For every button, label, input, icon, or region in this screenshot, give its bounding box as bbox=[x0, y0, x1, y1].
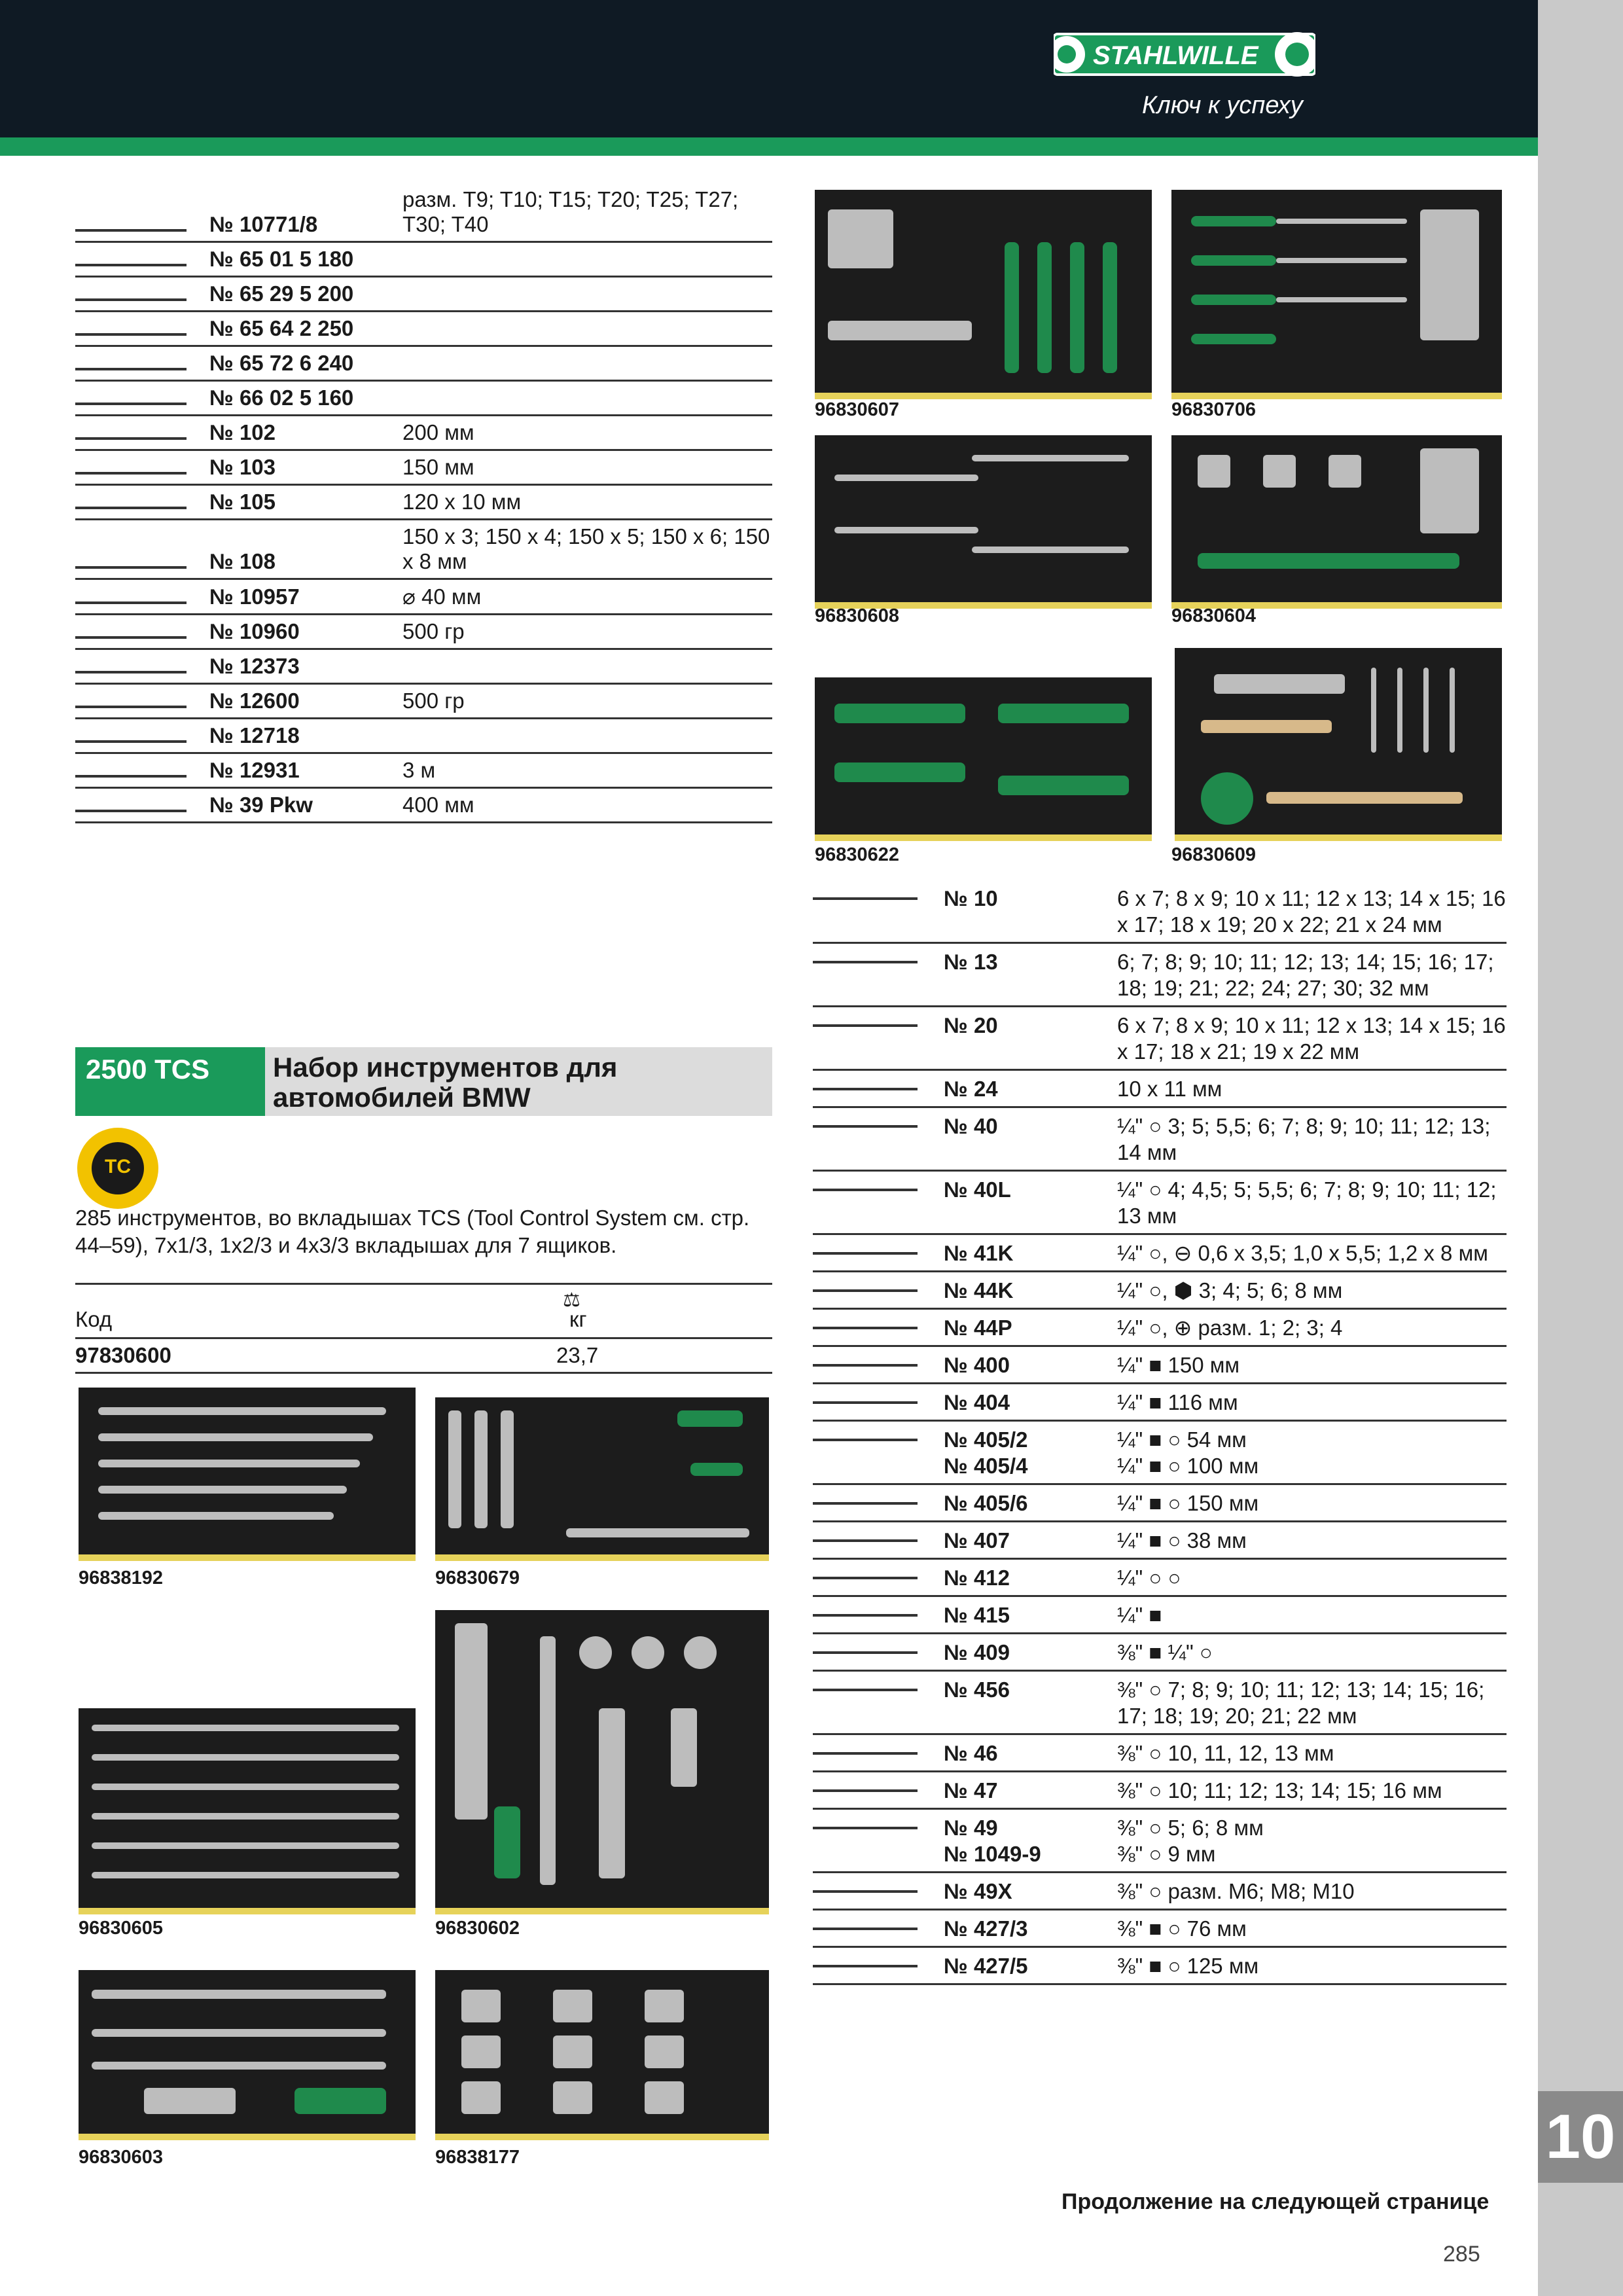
photo-code: 96830622 bbox=[815, 844, 900, 865]
item-spec: ¼" ■ bbox=[1117, 1596, 1507, 1634]
tool-icon-cell bbox=[813, 880, 944, 943]
tool-icon bbox=[813, 1752, 918, 1755]
tool-icon bbox=[813, 1827, 918, 1829]
tool-icon bbox=[75, 601, 187, 604]
tool-tray-photo bbox=[435, 1610, 769, 1914]
tool-icon-cell bbox=[813, 1634, 944, 1671]
article-weight: 23,7 bbox=[556, 1343, 599, 1367]
photo-code: 96830679 bbox=[435, 1568, 520, 1588]
tool-icon-cell bbox=[75, 753, 209, 788]
slogan: Ключ к успеху bbox=[1142, 92, 1303, 119]
tool-icon bbox=[75, 671, 187, 673]
item-number: № 44P bbox=[944, 1309, 1117, 1346]
item-row bbox=[75, 416, 772, 450]
item-number: № 105 bbox=[209, 485, 402, 520]
item-number: № 49 № 1049-9 bbox=[944, 1809, 1117, 1873]
tc-system-badge bbox=[75, 1126, 160, 1211]
brand-name: STAHLWILLE bbox=[1093, 41, 1258, 70]
tool-icon bbox=[813, 1890, 918, 1893]
item-row bbox=[75, 346, 772, 381]
tool-icon-cell bbox=[75, 788, 209, 823]
item-number: № 12718 bbox=[209, 719, 402, 753]
item-row bbox=[813, 1671, 1507, 1734]
tool-tray-photo bbox=[815, 435, 1152, 609]
tool-icon-cell bbox=[75, 346, 209, 381]
item-number: № 404 bbox=[944, 1384, 1117, 1421]
tool-icon bbox=[75, 229, 187, 232]
item-number: № 65 72 6 240 bbox=[209, 346, 402, 381]
item-spec: 6 x 7; 8 x 9; 10 x 11; 12 x 13; 14 x 15; 16 x 17; 18 x 21; 19 x 22 мм bbox=[1117, 1007, 1507, 1070]
weight-scale-icon: ⚖ bbox=[563, 1289, 580, 1311]
tool-icon bbox=[813, 897, 918, 900]
tool-icon bbox=[813, 1252, 918, 1255]
item-row bbox=[813, 1809, 1507, 1873]
photo-code: 96830605 bbox=[79, 1918, 164, 1939]
item-number: № 20 bbox=[944, 1007, 1117, 1070]
item-number: № 49X bbox=[944, 1873, 1117, 1910]
tool-icon bbox=[813, 1364, 918, 1367]
item-number: № 400 bbox=[944, 1346, 1117, 1384]
item-spec: 400 мм bbox=[402, 788, 772, 823]
tool-icon-cell bbox=[75, 615, 209, 649]
weight-header: кг bbox=[569, 1307, 587, 1331]
tool-tray-photo bbox=[79, 1970, 416, 2140]
item-number: № 65 64 2 250 bbox=[209, 312, 402, 346]
item-spec: ¼" ■ 116 мм bbox=[1117, 1384, 1507, 1421]
item-number: № 103 bbox=[209, 450, 402, 485]
tool-icon-cell bbox=[75, 183, 209, 242]
item-spec: ⅜" ○ 5; 6; 8 мм ⅜" ○ 9 мм bbox=[1117, 1809, 1507, 1873]
tool-tray-photo bbox=[1171, 190, 1502, 399]
item-spec: ¼" ■ ○ 38 мм bbox=[1117, 1522, 1507, 1559]
item-number: № 13 bbox=[944, 943, 1117, 1007]
item-row bbox=[813, 1070, 1507, 1107]
photo-code: 96830706 bbox=[1171, 399, 1257, 420]
tool-tray-photo bbox=[435, 1397, 769, 1561]
item-spec: 3 м bbox=[402, 753, 772, 788]
tool-icon-cell bbox=[813, 1596, 944, 1634]
item-spec: ⅜" ■ ○ 76 мм bbox=[1117, 1910, 1507, 1947]
item-spec: 6 x 7; 8 x 9; 10 x 11; 12 x 13; 14 x 15; 16 x 17; 18 x 19; 20 x 22; 21 x 24 мм bbox=[1117, 880, 1507, 943]
tool-icon-cell bbox=[813, 1171, 944, 1234]
item-row bbox=[75, 788, 772, 823]
item-number: № 412 bbox=[944, 1559, 1117, 1596]
item-number: № 405/2 № 405/4 bbox=[944, 1421, 1117, 1484]
item-number: № 427/3 bbox=[944, 1910, 1117, 1947]
tool-icon-cell bbox=[813, 1671, 944, 1734]
code-table-header bbox=[75, 1283, 772, 1339]
item-number: № 44K bbox=[944, 1272, 1117, 1309]
item-number: № 39 Pkw bbox=[209, 788, 402, 823]
item-spec: 500 гр bbox=[402, 615, 772, 649]
tool-icon-cell bbox=[813, 1234, 944, 1272]
item-spec bbox=[402, 277, 772, 312]
item-number: № 10957 bbox=[209, 579, 402, 615]
item-row bbox=[813, 1634, 1507, 1671]
tool-icon-cell bbox=[813, 1910, 944, 1947]
item-number: № 456 bbox=[944, 1671, 1117, 1734]
tool-icon-cell bbox=[75, 277, 209, 312]
photo-code: 96830604 bbox=[1171, 605, 1257, 626]
photo-code: 96838192 bbox=[79, 1568, 164, 1588]
item-row bbox=[75, 450, 772, 485]
item-spec: 6; 7; 8; 9; 10; 11; 12; 13; 14; 15; 16; 17; 18; 19; 21; 22; 24; 27; 30; 32 мм bbox=[1117, 943, 1507, 1007]
tool-icon-cell bbox=[813, 1947, 944, 1984]
tool-icon bbox=[75, 566, 187, 569]
item-row bbox=[75, 277, 772, 312]
svg-text:TC: TC bbox=[105, 1156, 131, 1177]
tool-icon bbox=[813, 1577, 918, 1579]
item-number: № 108 bbox=[209, 520, 402, 579]
item-row bbox=[813, 1484, 1507, 1522]
item-spec bbox=[402, 346, 772, 381]
item-number: № 66 02 5 160 bbox=[209, 381, 402, 416]
tool-icon-cell bbox=[75, 719, 209, 753]
tool-tray-photo bbox=[1175, 648, 1502, 841]
tool-icon bbox=[813, 1689, 918, 1691]
tool-icon-cell bbox=[75, 242, 209, 277]
item-spec: ⌀ 40 мм bbox=[402, 579, 772, 615]
item-spec: 200 мм bbox=[402, 416, 772, 450]
tool-icon bbox=[75, 472, 187, 475]
item-spec: ¼" ○ ○ bbox=[1117, 1559, 1507, 1596]
tool-icon-cell bbox=[813, 1522, 944, 1559]
code-header: Код bbox=[75, 1307, 113, 1331]
tool-icon bbox=[813, 1539, 918, 1542]
item-number: № 12931 bbox=[209, 753, 402, 788]
item-row bbox=[75, 381, 772, 416]
item-row bbox=[813, 1734, 1507, 1772]
tool-icon bbox=[75, 775, 187, 778]
tool-icon bbox=[75, 437, 187, 440]
tool-icon bbox=[813, 1125, 918, 1128]
tool-icon-cell bbox=[75, 579, 209, 615]
item-row bbox=[813, 1421, 1507, 1484]
item-spec: 150 x 3; 150 x 4; 150 x 5; 150 x 6; 150 x 8 мм bbox=[402, 520, 772, 579]
tool-icon bbox=[813, 1189, 918, 1191]
tool-icon bbox=[813, 1614, 918, 1617]
item-number: № 65 01 5 180 bbox=[209, 242, 402, 277]
stahlwille-logo bbox=[1054, 26, 1315, 82]
photo-code: 96830602 bbox=[435, 1918, 520, 1939]
item-number: № 46 bbox=[944, 1734, 1117, 1772]
item-number: № 409 bbox=[944, 1634, 1117, 1671]
item-row bbox=[813, 1596, 1507, 1634]
item-row bbox=[813, 1772, 1507, 1809]
item-spec: ¼" ○ 3; 5; 5,5; 6; 7; 8; 9; 10; 11; 12; 13; 14 мм bbox=[1117, 1107, 1507, 1171]
tool-icon bbox=[75, 740, 187, 743]
tool-icon-cell bbox=[75, 416, 209, 450]
tool-icon bbox=[75, 368, 187, 370]
tool-icon bbox=[75, 333, 187, 336]
tool-icon bbox=[813, 961, 918, 963]
tool-icon bbox=[813, 1928, 918, 1930]
item-spec: ¼" ○, ⊖ 0,6 x 3,5; 1,0 x 5,5; 1,2 x 8 мм bbox=[1117, 1234, 1507, 1272]
item-row bbox=[813, 880, 1507, 943]
tool-icon-cell bbox=[813, 1107, 944, 1171]
item-spec bbox=[402, 312, 772, 346]
tool-icon bbox=[75, 636, 187, 639]
section-title: Набор инструментов для автомобилей BMW bbox=[265, 1047, 772, 1116]
header-accent-bar bbox=[0, 137, 1538, 156]
photo-code: 96838177 bbox=[435, 2147, 520, 2168]
item-number: № 10771/8 bbox=[209, 183, 402, 242]
tool-icon-cell bbox=[813, 1772, 944, 1809]
tool-icon-cell bbox=[813, 1070, 944, 1107]
item-row bbox=[813, 943, 1507, 1007]
item-row bbox=[813, 1346, 1507, 1384]
code-row bbox=[75, 1339, 772, 1374]
photo-code: 96830607 bbox=[815, 399, 900, 420]
tool-icon bbox=[813, 1965, 918, 1967]
item-row bbox=[75, 242, 772, 277]
item-row bbox=[813, 1559, 1507, 1596]
tool-icon-cell bbox=[813, 1809, 944, 1873]
item-spec: разм. T9; T10; T15; T20; T25; T27; T30; T40 bbox=[402, 183, 772, 242]
tool-tray-photo bbox=[1171, 435, 1502, 609]
photo-code: 96830603 bbox=[79, 2147, 164, 2168]
item-spec: ⅜" ○ 10; 11; 12; 13; 14; 15; 16 мм bbox=[1117, 1772, 1507, 1809]
tool-icon bbox=[75, 810, 187, 812]
item-spec bbox=[402, 381, 772, 416]
item-number: № 41K bbox=[944, 1234, 1117, 1272]
item-spec: ¼" ■ 150 мм bbox=[1117, 1346, 1507, 1384]
tool-tray-photo bbox=[815, 190, 1152, 399]
item-row bbox=[75, 615, 772, 649]
tool-icon-cell bbox=[813, 1346, 944, 1384]
item-spec: ¼" ■ ○ 54 мм ¼" ■ ○ 100 мм bbox=[1117, 1421, 1507, 1484]
page-header bbox=[0, 0, 1538, 137]
tool-icon-cell bbox=[75, 485, 209, 520]
item-spec: ⅜" ○ 7; 8; 9; 10; 11; 12; 13; 14; 15; 16; 17; 18; 19; 20; 21; 22 мм bbox=[1117, 1671, 1507, 1734]
tool-icon-cell bbox=[75, 450, 209, 485]
tool-tray-photo bbox=[79, 1388, 416, 1561]
item-spec: 150 мм bbox=[402, 450, 772, 485]
right-item-table bbox=[813, 880, 1507, 1985]
item-number: № 415 bbox=[944, 1596, 1117, 1634]
item-spec: ¼" ○, ⊕ разм. 1; 2; 3; 4 bbox=[1117, 1309, 1507, 1346]
item-row bbox=[75, 579, 772, 615]
tool-icon-cell bbox=[813, 1384, 944, 1421]
tool-icon-cell bbox=[75, 684, 209, 719]
tool-icon bbox=[813, 1502, 918, 1505]
tool-icon-cell bbox=[813, 943, 944, 1007]
tool-icon bbox=[75, 507, 187, 509]
tool-icon bbox=[75, 298, 187, 301]
tool-icon bbox=[75, 264, 187, 266]
tool-icon bbox=[75, 706, 187, 708]
left-item-table bbox=[75, 183, 772, 823]
item-number: № 10960 bbox=[209, 615, 402, 649]
item-row bbox=[75, 753, 772, 788]
tool-icon-cell bbox=[813, 1007, 944, 1070]
tool-icon-cell bbox=[813, 1484, 944, 1522]
item-number: № 65 29 5 200 bbox=[209, 277, 402, 312]
item-spec: ¼" ■ ○ 150 мм bbox=[1117, 1484, 1507, 1522]
item-spec bbox=[402, 649, 772, 684]
article-code: 97830600 bbox=[75, 1343, 171, 1367]
tool-icon-cell bbox=[813, 1873, 944, 1910]
tool-icon-cell bbox=[75, 649, 209, 684]
item-row bbox=[75, 183, 772, 242]
photo-code: 96830608 bbox=[815, 605, 900, 626]
tool-icon bbox=[75, 403, 187, 405]
item-row bbox=[813, 1910, 1507, 1947]
item-row bbox=[813, 1007, 1507, 1070]
item-number: № 407 bbox=[944, 1522, 1117, 1559]
tool-icon-cell bbox=[75, 312, 209, 346]
item-spec: 10 x 11 мм bbox=[1117, 1070, 1507, 1107]
item-row bbox=[75, 719, 772, 753]
code-table bbox=[75, 1283, 772, 1374]
tool-icon bbox=[813, 1651, 918, 1654]
item-spec: ⅜" ■ ○ 125 мм bbox=[1117, 1947, 1507, 1984]
item-spec: ⅜" ○ 10, 11, 12, 13 мм bbox=[1117, 1734, 1507, 1772]
tool-icon bbox=[813, 1088, 918, 1090]
item-row bbox=[813, 1384, 1507, 1421]
item-spec bbox=[402, 242, 772, 277]
item-number: № 24 bbox=[944, 1070, 1117, 1107]
item-row bbox=[813, 1272, 1507, 1309]
item-number: № 40 bbox=[944, 1107, 1117, 1171]
item-spec bbox=[402, 719, 772, 753]
item-spec: 500 гр bbox=[402, 684, 772, 719]
item-number: № 427/5 bbox=[944, 1947, 1117, 1984]
tool-tray-photo bbox=[815, 677, 1152, 841]
tool-icon-cell bbox=[813, 1734, 944, 1772]
item-row bbox=[813, 1171, 1507, 1234]
photo-code: 96830609 bbox=[1171, 844, 1257, 865]
item-row bbox=[813, 1522, 1507, 1559]
tool-icon-cell bbox=[813, 1309, 944, 1346]
item-row bbox=[75, 312, 772, 346]
tool-icon bbox=[813, 1289, 918, 1292]
tool-icon bbox=[813, 1439, 918, 1441]
tool-icon-cell bbox=[75, 520, 209, 579]
tool-icon-cell bbox=[813, 1421, 944, 1484]
continued-note: Продолжение на следующей странице bbox=[1061, 2189, 1489, 2214]
tool-icon bbox=[813, 1024, 918, 1027]
item-row bbox=[813, 1234, 1507, 1272]
item-number: № 40L bbox=[944, 1171, 1117, 1234]
item-row bbox=[75, 485, 772, 520]
item-spec: ⅜" ■ ¼" ○ bbox=[1117, 1634, 1507, 1671]
item-row bbox=[75, 684, 772, 719]
tool-icon bbox=[813, 1789, 918, 1792]
tool-tray-photo bbox=[435, 1970, 769, 2140]
item-number: № 12600 bbox=[209, 684, 402, 719]
tool-tray-photo bbox=[79, 1708, 416, 1914]
item-spec: ⅜" ○ разм. M6; M8; M10 bbox=[1117, 1873, 1507, 1910]
tool-icon-cell bbox=[813, 1559, 944, 1596]
item-number: № 102 bbox=[209, 416, 402, 450]
page-number: 285 bbox=[1443, 2242, 1480, 2267]
tool-icon bbox=[813, 1327, 918, 1329]
tool-icon-cell bbox=[813, 1272, 944, 1309]
item-spec: ¼" ○, ⬢ 3; 4; 5; 6; 8 мм bbox=[1117, 1272, 1507, 1309]
item-number: № 12373 bbox=[209, 649, 402, 684]
section-description: 285 инструментов, во вкладышах TCS (Tool Control System см. стр. 44–59), 7x1/3, 1x2/3 и 4x3/3 вкладышах для 7 ящиков. bbox=[75, 1206, 750, 1257]
item-number: № 47 bbox=[944, 1772, 1117, 1809]
item-number: № 405/6 bbox=[944, 1484, 1117, 1522]
item-row bbox=[75, 520, 772, 579]
item-row bbox=[813, 1947, 1507, 1984]
chapter-number: 10 bbox=[1538, 2091, 1623, 2183]
side-band bbox=[1538, 0, 1623, 2296]
item-row bbox=[75, 649, 772, 684]
tool-icon bbox=[813, 1401, 918, 1404]
section-tag: 2500 TCS bbox=[75, 1047, 265, 1116]
item-row bbox=[813, 1309, 1507, 1346]
item-number: № 10 bbox=[944, 880, 1117, 943]
item-spec: 120 x 10 мм bbox=[402, 485, 772, 520]
item-row bbox=[813, 1107, 1507, 1171]
item-spec: ¼" ○ 4; 4,5; 5; 5,5; 6; 7; 8; 9; 10; 11; 12; 13 мм bbox=[1117, 1171, 1507, 1234]
item-row bbox=[813, 1873, 1507, 1910]
tool-icon-cell bbox=[75, 381, 209, 416]
